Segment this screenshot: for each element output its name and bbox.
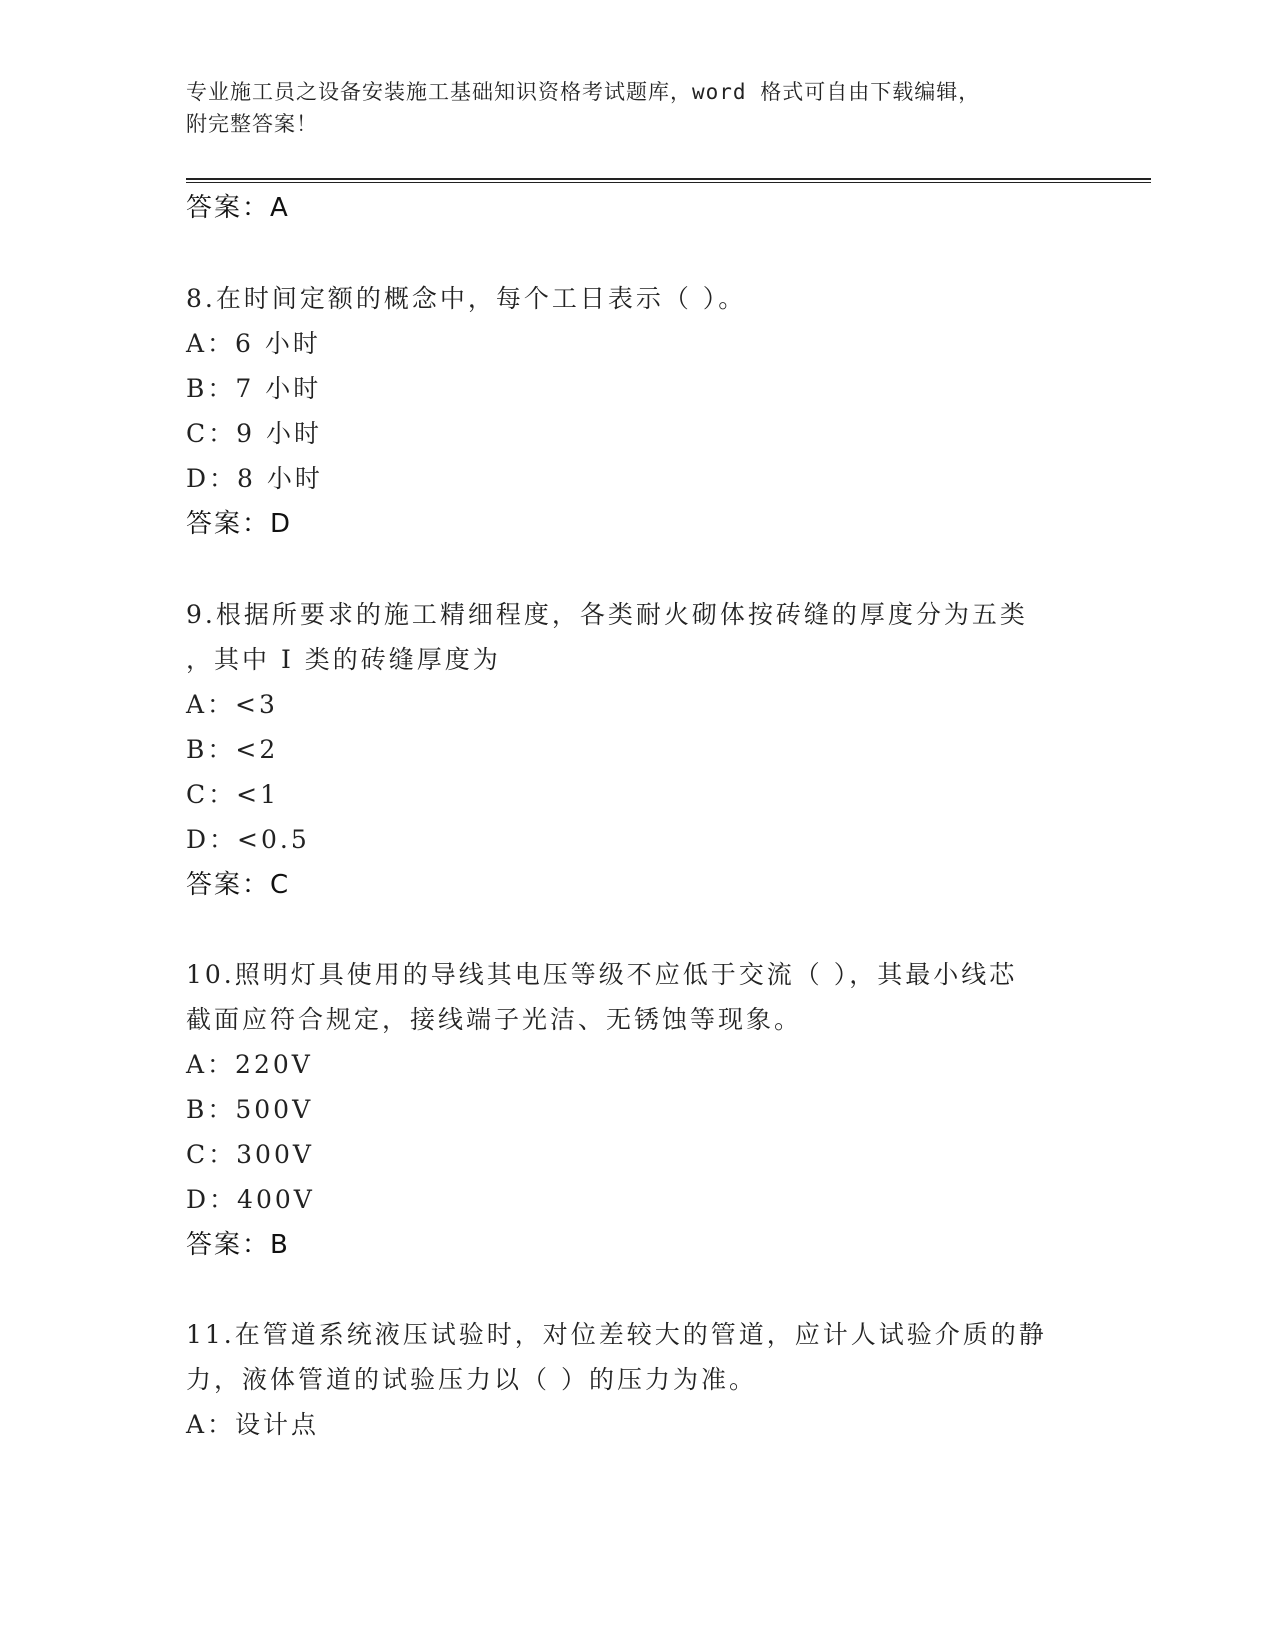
question-8-stem: 8.在时间定额的概念中，每个工日表示（ ）。: [186, 284, 747, 313]
q10-option-c: C：300V: [186, 1140, 314, 1169]
q10-option-b: B：500V: [186, 1095, 314, 1124]
q9-option-a: A：<3: [186, 690, 278, 719]
q9-option-d: D：<0.5: [186, 825, 310, 854]
question-9-stem-line-2: ，其中 I 类的砖缝厚度为: [186, 645, 501, 674]
q8-option-c: C：9 小时: [186, 419, 322, 448]
q11-option-a: A：设计点: [186, 1410, 320, 1439]
header-rule-thick: [186, 178, 1151, 180]
answer-q9: 答案：C: [186, 870, 291, 900]
header-line-1: 专业施工员之设备安装施工基础知识资格考试题库，word 格式可自由下载编辑，: [186, 80, 981, 104]
answer-q7: 答案：A: [186, 193, 290, 223]
q10-option-a: A：220V: [186, 1050, 313, 1079]
q8-option-a: A：6 小时: [186, 329, 321, 358]
q9-option-b: B：<2: [186, 735, 279, 764]
question-10-stem-line-1: 10.照明灯具使用的导线其电压等级不应低于交流（ ），其最小线芯: [186, 960, 1018, 989]
answer-q8: 答案：D: [186, 509, 293, 539]
q8-option-d: D：8 小时: [186, 464, 323, 493]
q10-option-d: D：400V: [186, 1185, 315, 1214]
header-rule-thin: [186, 182, 1151, 183]
q9-option-c: C：<1: [186, 780, 279, 809]
answer-q10: 答案：B: [186, 1230, 290, 1260]
header-line-2: 附完整答案！: [186, 112, 318, 136]
question-9-stem-line-1: 9.根据所要求的施工精细程度，各类耐火砌体按砖缝的厚度分为五类: [186, 600, 1028, 629]
q8-option-b: B：7 小时: [186, 374, 322, 403]
question-10-stem-line-2: 截面应符合规定，接线端子光洁、无锈蚀等现象。: [186, 1005, 803, 1034]
question-11-stem-line-1: 11.在管道系统液压试验时，对位差较大的管道，应计人试验介质的静: [186, 1320, 1047, 1349]
question-11-stem-line-2: 力，液体管道的试验压力以（ ）的压力为准。: [186, 1365, 757, 1394]
header-note: [186, 76, 1086, 140]
